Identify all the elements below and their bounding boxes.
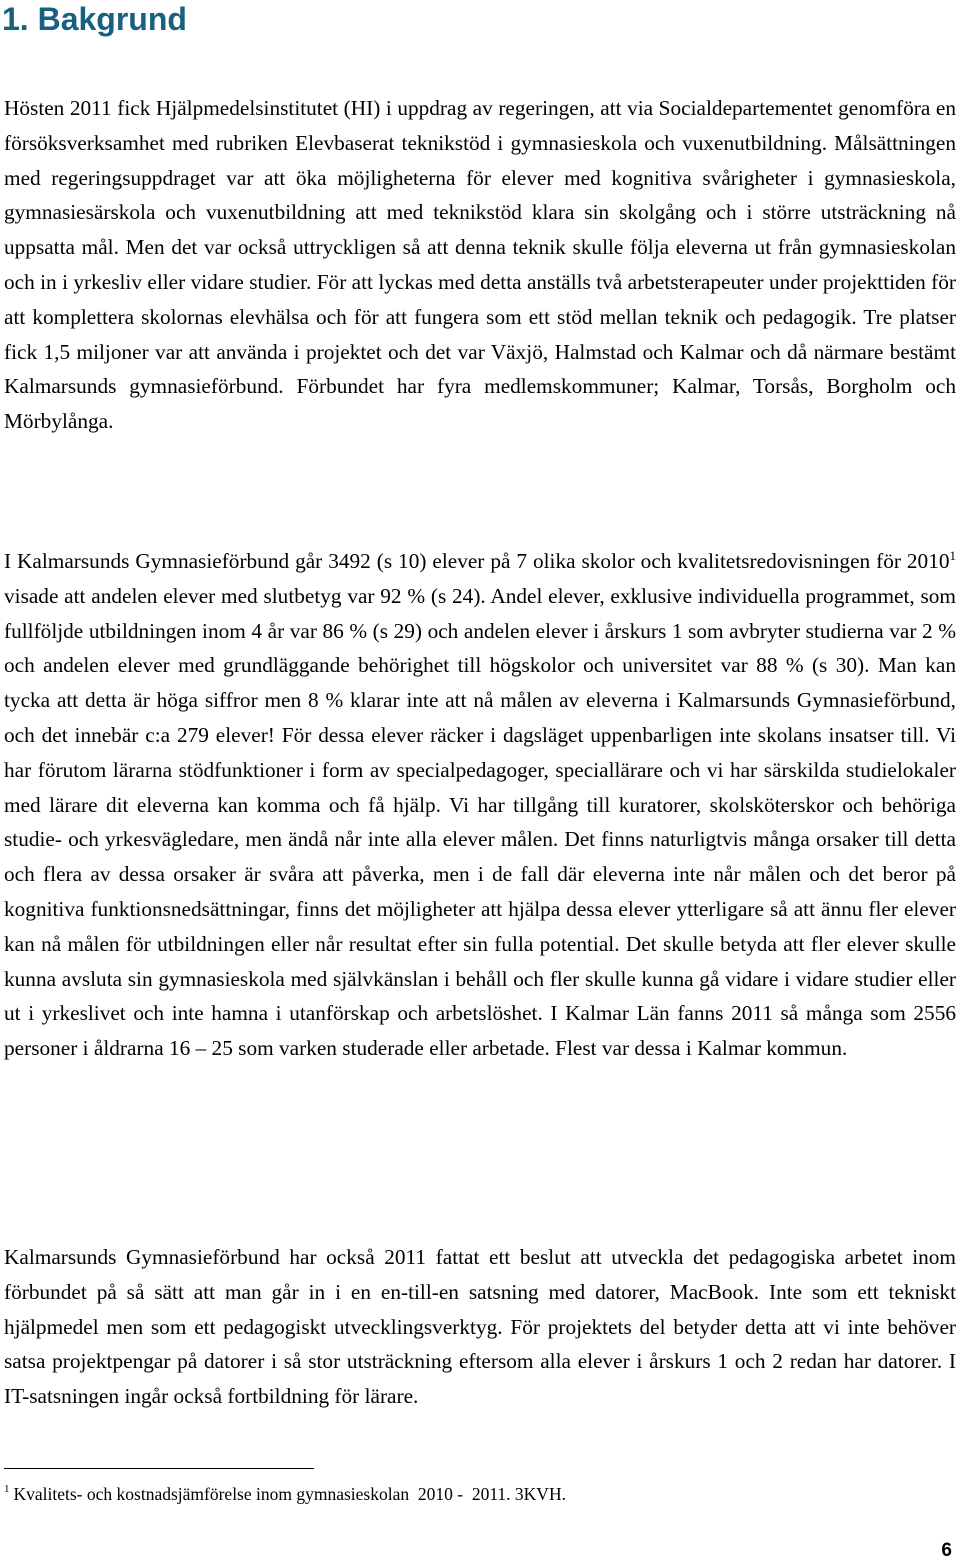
page-number: 6 [941,1540,952,1561]
paragraph-statistics-text-start: I Kalmarsunds Gymnasieförbund går 3492 (s 10) elever på 7 olika skolor och kvalitetsredovisningen för 2010 [4,549,950,573]
paragraph-statistics [4,544,956,1066]
footnote-text: Kvalitets- och kostnadsjämförelse inom gymnasieskolan 2010 - 2011. 3KVH. [13,1484,566,1504]
footnote-marker: 1 [4,1483,10,1495]
paragraph-statistics-text-end: visade att andelen elever med slutbetyg var 92 % (s 24). Andel elever, exklusive individuella programmet, som fullföljde utbildningen inom 4 år var 86 % (s 29) och andelen elever i årskurs 1 som avbryter studierna var 2 % och andelen elever med grundläggande behörighet till högskolor och universitet var 88 % (s 30). Man kan tycka att detta är höga siffror men 8 % klarar inte att nå målen av eleverna i Kalmarsunds Gymnasieförbund, och det innebär c:a 279 elever! För dessa elever räcker i dagsläget uppenbarligen inte skolans insatser till. Vi har förutom lärarna stödfunktioner i form av specialpedagoger, speciallärare och vi har särskilda studielokaler med lärare dit eleverna kan komma och få hjälp. Vi har tillgång till kuratorer, skolsköterskor och behöriga studie- och yrkesvägledare, men ändå når inte alla elever målen. Det finns naturligtvis många orsaker till detta och flera av dessa orsaker är svåra att påverka, men i de fall där eleverna inte når målen och det beror på kognitiva funktionsnedsättningar, finns det möjligheter att hjälpa dessa elever ytterligare så att ännu fler elever kan nå målen för utbildningen eller når resultat efter sin fulla potential. Det skulle betyda att fler elever skulle kunna avsluta sin gymnasieskola med självkänslan i behåll och fler skulle kunna gå vidare i vidare studier eller ut i yrkeslivet och inte hamna i utanförskap och arbetslöshet. I Kalmar Län fanns 2011 så många som 2556 personer i åldrarna 16 – 25 som varken studerade eller arbetade. Flest var dessa i Kalmar kommun. [4,583,956,1061]
footnote [4,1482,566,1506]
footnote-separator [4,1468,314,1469]
paragraph-background: Hösten 2011 fick Hjälpmedelsinstitutet (HI) i uppdrag av regeringen, att via Socialdepartementet genomföra en försöksverksamhet med rubriken Elevbaserat teknikstöd i gymnasieskola och vuxenutbildning. Målsättningen med regeringsuppdraget var att öka möjligheterna för elever med kognitiva svårigheter i gymnasieskola, gymnasiesärskola och vuxenutbildning att med teknikstöd klara sin skolgång och i större utsträckning nå uppsatta mål. Men det var också uttryckligen så att denna teknik skulle följa eleverna ut från gymnasieskolan och in i yrkesliv eller vidare studier. För att lyckas med detta anställs två arbetsterapeuter under projekttiden för att komplettera skolornas elevhälsa och för att fungera som ett stöd mellan teknik och pedagogik. Tre platser fick 1,5 miljoner var att använda i projektet och det var Växjö, Halmstad och Kalmar och då närmare bestämt Kalmarsunds gymnasieförbund. Förbundet har fyra medlemskommuner; Kalmar, Torsås, Borgholm och Mörbylånga. [4,96,956,434]
section-heading: 1. Bakgrund [2,1,187,37]
footnote-reference: 1 [949,548,956,563]
paragraph-one-to-one-initiative: Kalmarsunds Gymnasieförbund har också 2011 fattat ett beslut att utveckla det pedagogiska arbetet inom förbundet på så sätt att man går in i en en-till-en satsning med datorer, MacBook. Inte som ett tekniskt hjälpmedel men som ett pedagogiskt utvecklingsverktyg. För projektets del betyder detta att vi inte behöver satsa projektpengar på datorer i så stor utsträckning eftersom alla elever i årskurs 1 och 2 redan har datorer. I IT-satsningen ingår också fortbildning för lärare. [4,1245,956,1409]
